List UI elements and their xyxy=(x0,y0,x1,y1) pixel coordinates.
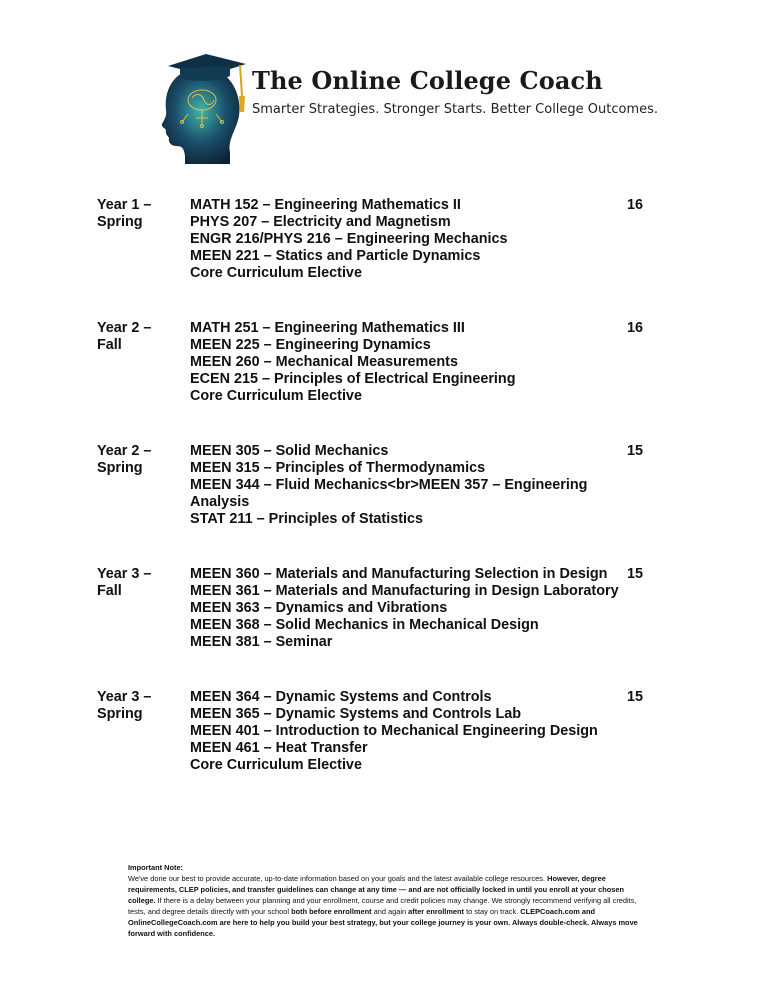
course-item: MEEN 381 – Seminar xyxy=(190,634,333,650)
course-item: STAT 211 – Principles of Statistics xyxy=(190,511,423,527)
note-text: We've done our best to provide accurate, up-to-date information based on your goals and the latest available college resources. xyxy=(128,874,548,883)
term-credits: 16 xyxy=(626,320,643,336)
term-season: Spring xyxy=(97,214,143,230)
course-item: MEEN 364 – Dynamic Systems and Controls xyxy=(190,689,492,705)
term-year: Year 3 – xyxy=(97,689,152,705)
course-item: MEEN 365 – Dynamic Systems and Controls Lab xyxy=(190,706,522,722)
term-label xyxy=(97,197,190,282)
course-item: MEEN 360 – Materials and Manufacturing Selection in Design xyxy=(190,566,608,582)
term-season: Spring xyxy=(97,706,143,722)
course-item: ENGR 216/PHYS 216 – Engineering Mechanics xyxy=(190,231,508,247)
course-item: PHYS 207 – Electricity and Magnetism xyxy=(190,214,451,230)
term-year: Year 3 – xyxy=(97,566,152,582)
term-season: Fall xyxy=(97,337,122,353)
term-year3-spring xyxy=(97,689,657,774)
term-year: Year 2 – xyxy=(97,320,152,336)
term-season: Fall xyxy=(97,583,122,599)
course-item: MEEN 221 – Statics and Particle Dynamics xyxy=(190,248,481,264)
course-item: MEEN 305 – Solid Mechanics xyxy=(190,443,389,459)
term-credits: 15 xyxy=(626,566,643,582)
note-title: Important Note: xyxy=(128,863,184,872)
brand-header xyxy=(158,52,658,164)
course-item: MATH 152 – Engineering Mathematics II xyxy=(190,197,461,213)
term-credits: 15 xyxy=(626,443,643,459)
note-text-bold: However, degree requirements, CLEP policies, and transfer guidelines can change at any time — and are not officially locked in until you enroll at your chosen college. xyxy=(128,874,624,905)
course-list xyxy=(190,197,622,282)
note-text: If there is a delay between your planning and your enrollment, course and credit policies may change. We strongly recommend verifying all credits, tests, and degree details directly with your school xyxy=(128,896,637,916)
term-credits: 16 xyxy=(626,197,643,213)
course-item: MEEN 363 – Dynamics and Vibrations xyxy=(190,600,448,616)
course-item: ECEN 215 – Principles of Electrical Engineering xyxy=(190,371,516,387)
term-year2-fall xyxy=(97,320,657,405)
course-item: MEEN 344 – Fluid Mechanics<br>MEEN 357 – Engineering Analysis xyxy=(190,477,588,510)
course-item: Core Curriculum Elective xyxy=(190,388,362,404)
term-year3-fall xyxy=(97,566,657,651)
course-item: MEEN 461 – Heat Transfer xyxy=(190,740,368,756)
course-item: MEEN 401 – Introduction to Mechanical Engineering Design xyxy=(190,723,598,739)
course-item: MEEN 368 – Solid Mechanics in Mechanical Design xyxy=(190,617,539,633)
course-list xyxy=(190,443,622,528)
term-season: Spring xyxy=(97,460,143,476)
term-label xyxy=(97,689,190,774)
brand-tagline: Smarter Strategies. Stronger Starts. Better College Outcomes. xyxy=(252,102,659,117)
note-text-bold: CLEPCoach.com and OnlineCollegeCoach.com are here to help you build your best strategy, but your college journey is your own. Always double-check. Always move forward with confidence. xyxy=(128,907,638,938)
term-credits: 15 xyxy=(626,689,643,705)
course-item: MEEN 315 – Principles of Thermodynamics xyxy=(190,460,486,476)
note-text: to stay on track. xyxy=(464,907,521,916)
term-year1-spring xyxy=(97,197,657,282)
term-year2-spring xyxy=(97,443,657,528)
course-item: MEEN 225 – Engineering Dynamics xyxy=(190,337,431,353)
term-label xyxy=(97,443,190,528)
note-text-bold: both before enrollment xyxy=(291,907,372,916)
course-item: MATH 251 – Engineering Mathematics III xyxy=(190,320,465,336)
term-year: Year 2 – xyxy=(97,443,152,459)
course-list xyxy=(190,566,622,651)
graduate-head-logo xyxy=(158,52,248,164)
term-label xyxy=(97,566,190,651)
term-label xyxy=(97,320,190,405)
course-item: Core Curriculum Elective xyxy=(190,757,362,773)
note-text: and again xyxy=(371,907,409,916)
course-item: MEEN 361 – Materials and Manufacturing in Design Laboratory xyxy=(190,583,619,599)
course-item: Core Curriculum Elective xyxy=(190,265,362,281)
course-list xyxy=(190,689,622,774)
course-list xyxy=(190,320,622,405)
brand-title: The Online College Coach xyxy=(252,66,603,95)
note-text-bold: after enrollment xyxy=(408,907,465,916)
term-year: Year 1 – xyxy=(97,197,152,213)
course-item: MEEN 260 – Mechanical Measurements xyxy=(190,354,458,370)
important-note xyxy=(128,862,640,939)
degree-plan xyxy=(97,197,657,812)
